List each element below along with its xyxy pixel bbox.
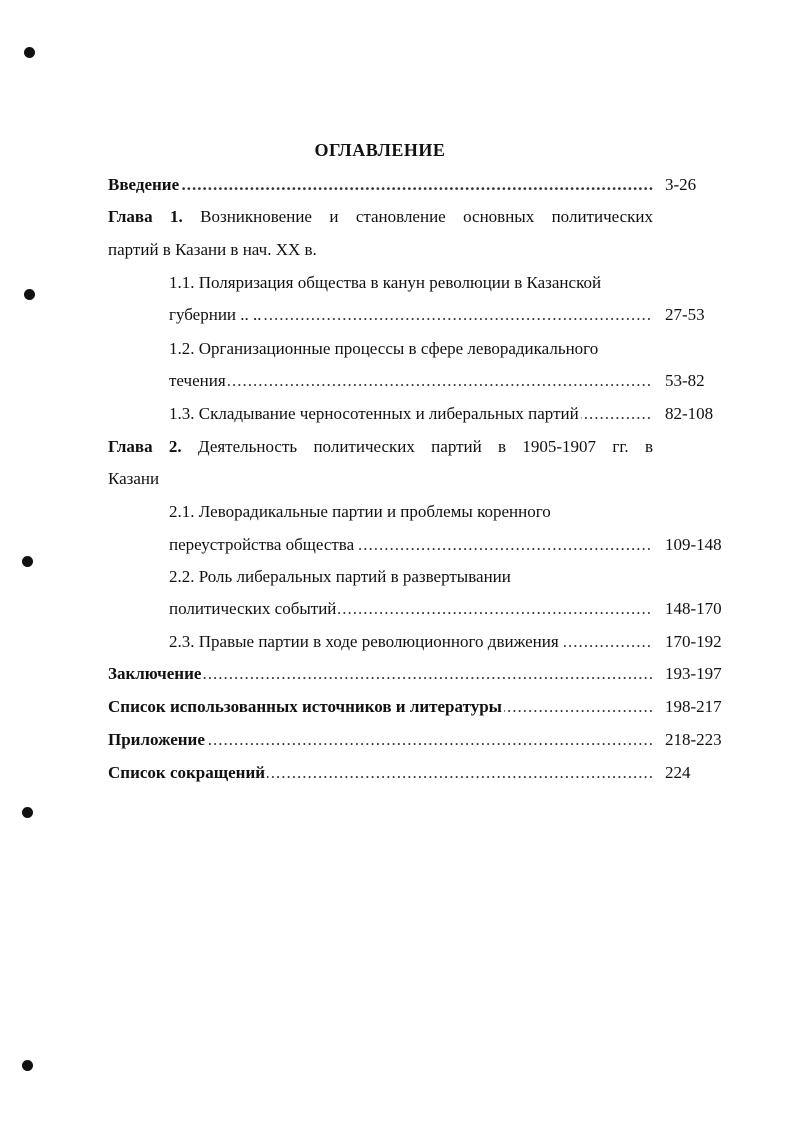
binder-hole-mark [22,1060,33,1071]
toc-chapter-1-continuation: партий в Казани в нач. XX в. [108,240,317,259]
toc-section-1-3 [169,403,653,425]
toc-entry-appendix [108,729,653,751]
chapter-title: Возникновение и становление основных политических [200,207,653,226]
toc-entry-conclusion [108,663,653,685]
binder-hole-mark [24,289,35,300]
toc-section-1-1 [169,304,653,326]
toc-label: течения [169,371,226,390]
toc-page-number: 53-82 [665,371,705,390]
toc-section-2-2-line1: 2.2. Роль либеральных партий в развертывании [169,567,511,586]
toc-page-number: 193-197 [665,664,722,683]
toc-page-number: 224 [665,763,691,782]
toc-chapter-1-heading [108,206,653,228]
toc-entry-sources [108,696,653,718]
toc-entry-abbreviations [108,762,653,784]
toc-section-2-2 [169,598,653,620]
binder-hole-mark [22,807,33,818]
toc-section-1-1-line1: 1.1. Поляризация общества в канун революции в Казанской [169,273,602,292]
toc-page-number: 218-223 [665,730,722,749]
toc-chapter-2-heading [108,436,653,458]
toc-label: 1.3. Складывание черносотенных и либеральных партий [169,404,579,423]
toc-label: политических событий [169,599,337,618]
toc-label: Введение [108,175,180,194]
chapter-number: Глава 2. [108,437,182,456]
binder-hole-mark [22,556,33,567]
toc-label: 2.3. Правые партии в ходе революционного движения [169,632,559,651]
toc-label: Список сокращений [108,763,266,782]
toc-chapter-2-continuation: Казани [108,469,160,488]
toc-label: Список использованных источников и литературы [108,697,502,716]
chapter-number: Глава 1. [108,207,183,226]
toc-label: губернии .. .. [169,305,262,324]
toc-section-2-1 [169,534,653,556]
chapter-title: Деятельность политических партий в 1905-1907 гг. в [198,437,653,456]
toc-label: Заключение [108,664,202,683]
toc-page-number: 170-192 [665,632,722,651]
binder-hole-mark [24,47,35,58]
page-title: ОГЛАВЛЕНИЕ [314,140,446,160]
toc-section-1-2 [169,370,653,392]
toc-page-number: 27-53 [665,305,705,324]
toc-label: переустройства общества [169,535,355,554]
toc-entry-introduction [108,174,653,196]
toc-section-2-3 [169,631,653,653]
toc-page-number: 148-170 [665,599,722,618]
toc-section-1-2-line1: 1.2. Организационные процессы в сфере леворадикального [169,339,599,358]
toc-page-number: 82-108 [665,404,714,423]
toc-page-number: 198-217 [665,697,722,716]
toc-section-2-1-line1: 2.1. Леворадикальные партии и проблемы коренного [169,502,551,521]
toc-page-number: 3-26 [665,175,697,194]
toc-page-number: 109-148 [665,535,722,554]
toc-label: Приложение [108,730,205,749]
